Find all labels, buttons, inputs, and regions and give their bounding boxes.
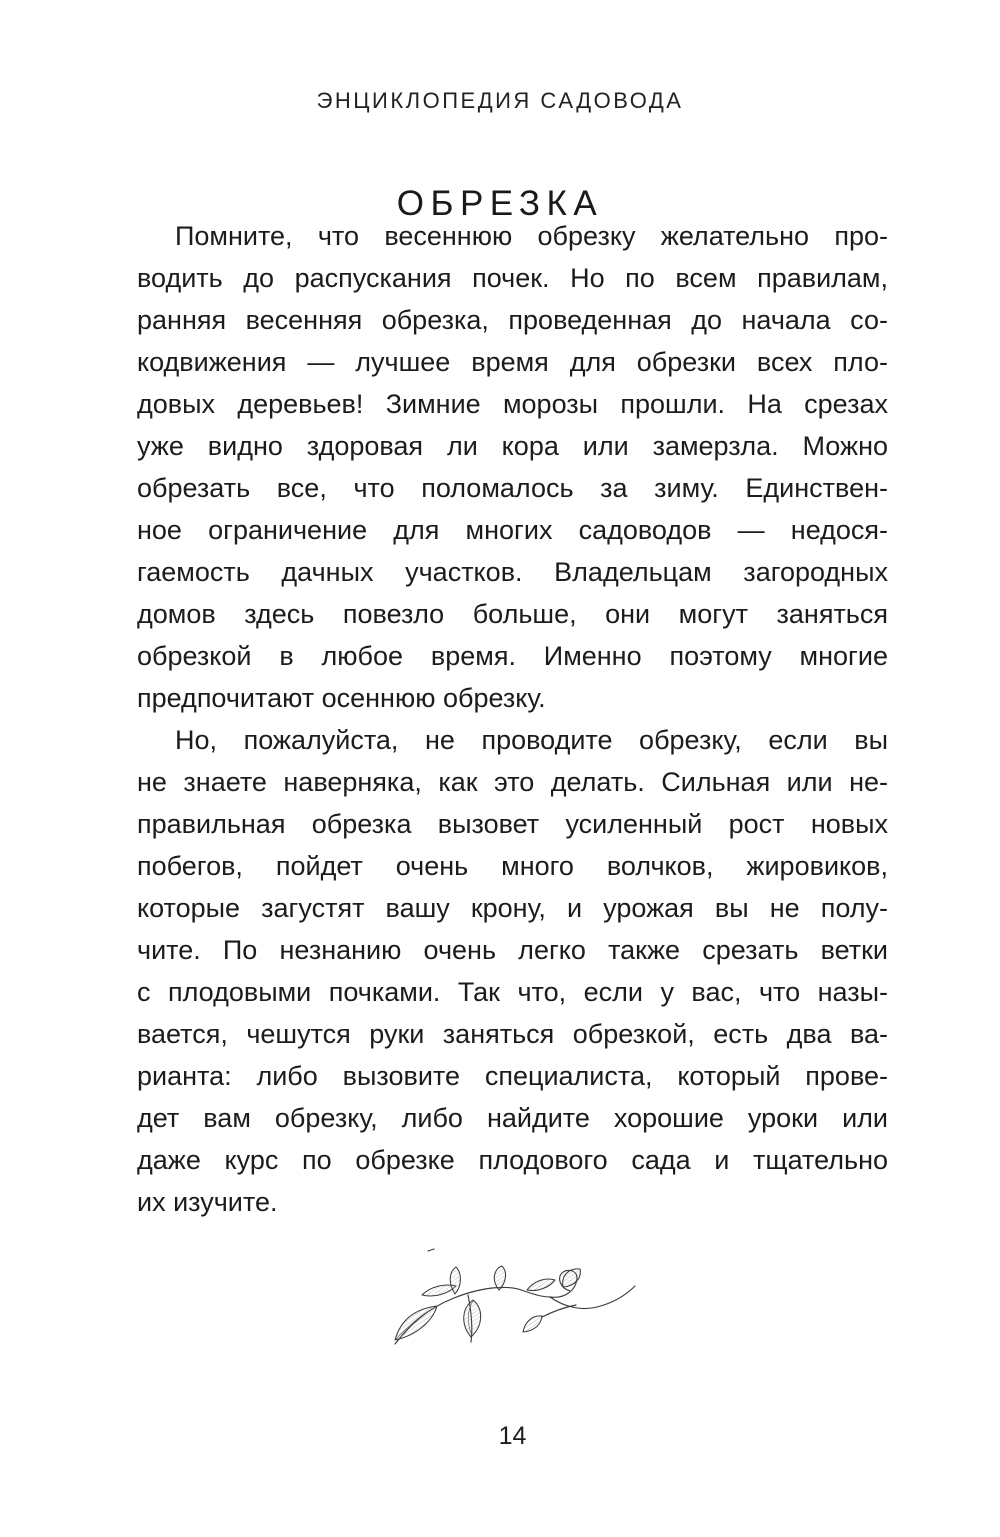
- text-line: ное ограничение для многих садоводов — недося-: [137, 515, 888, 545]
- text-line: рианта: либо вызовите специалиста, который прове-: [137, 1061, 888, 1091]
- text-line: обрезать все, что поломалось за зиму. Единствен-: [137, 473, 888, 503]
- text-line: чите. По незнанию очень легко также срезать ветки: [137, 935, 888, 965]
- text-line: не знаете наверняка, как это делать. Сильная или не-: [137, 767, 888, 797]
- chapter-title: ОБРЕЗКА: [396, 184, 604, 224]
- text-line: побегов, пойдет очень много волчков, жировиков,: [137, 851, 888, 881]
- text-line: довых деревьев! Зимние морозы прошли. На срезах: [137, 389, 888, 419]
- body-text: [137, 215, 888, 1223]
- page-number: 14: [498, 1422, 527, 1450]
- text-line: уже видно здоровая ли кора или замерзла. Можно: [137, 431, 888, 461]
- text-line: обрезкой в любое время. Именно поэтому многие: [137, 641, 888, 671]
- text-line: дет вам обрезку, либо найдите хорошие уроки или: [137, 1103, 888, 1133]
- text-line: Помните, что весеннюю обрезку желательно про-: [175, 221, 888, 251]
- text-line: с плодовыми почками. Так что, если у вас, что назы-: [137, 977, 888, 1007]
- text-line: вается, чешутся руки заняться обрезкой, есть два ва-: [137, 1019, 888, 1049]
- branch-sprig-illustration: [392, 1245, 642, 1351]
- text-line: правильная обрезка вызовет усиленный рост новых: [137, 809, 888, 839]
- text-line: которые загустят вашу крону, и урожая вы не полу-: [137, 893, 888, 923]
- text-line: гаемость дачных участков. Владельцам загородных: [137, 557, 888, 587]
- text-line: кодвижения — лучшее время для обрезки всех пло-: [137, 347, 888, 377]
- running-header: ЭНЦИКЛОПЕДИЯ САДОВОДА: [316, 88, 684, 113]
- dash-stroke: [428, 1249, 434, 1251]
- text-line: Но, пожалуйста, не проводите обрезку, если вы: [175, 725, 888, 755]
- text-line: даже курс по обрезке плодового сада и тщательно: [137, 1145, 888, 1175]
- paragraph: [137, 719, 888, 1223]
- text-line: предпочитают осеннюю обрезку.: [137, 683, 546, 713]
- text-line: водить до распускания почек. Но по всем правилам,: [137, 263, 888, 293]
- text-line: их изучите.: [137, 1187, 278, 1217]
- text-line: ранняя весенняя обрезка, проведенная до начала со-: [137, 305, 888, 335]
- text-line: домов здесь повезло больше, они могут заняться: [137, 599, 888, 629]
- paragraph: [137, 215, 888, 719]
